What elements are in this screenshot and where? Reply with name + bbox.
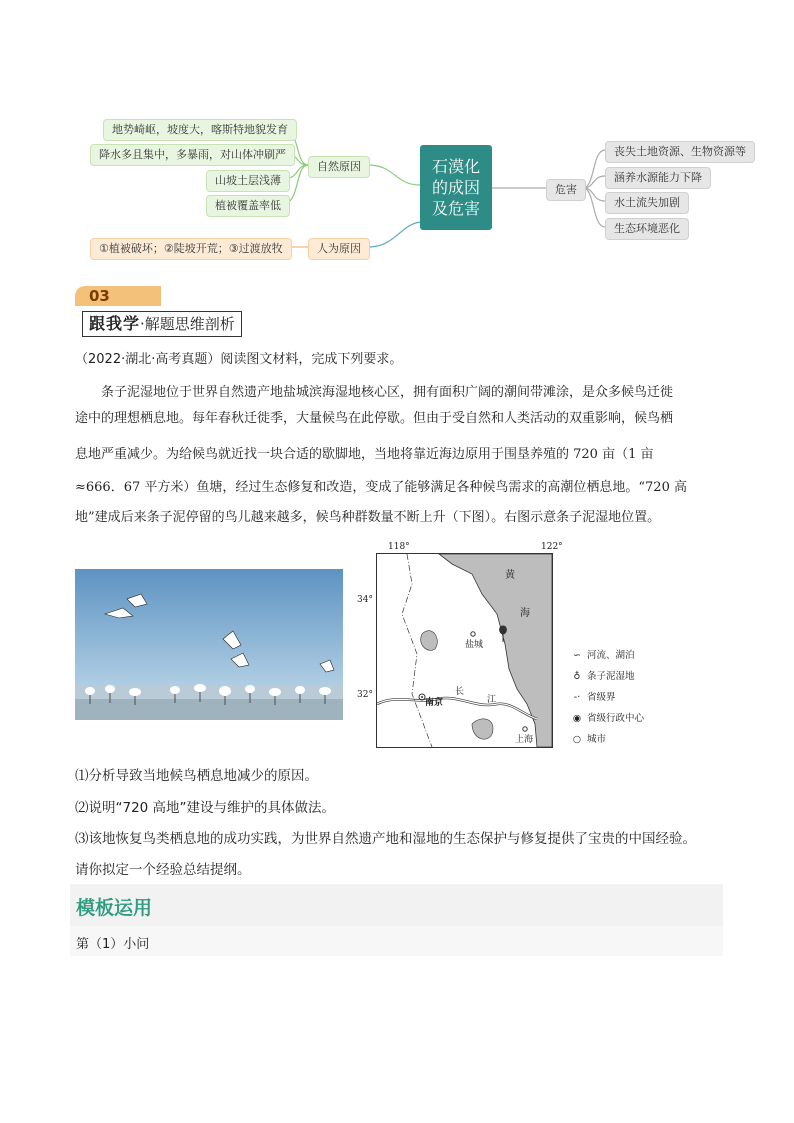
legend-wetland [570, 668, 635, 682]
natural-item-3: 山坡土层浅薄 [206, 170, 290, 192]
sub-question-2: ⑵说明“720 高地”建设与维护的具体做法。 [75, 800, 336, 816]
question-line-2: 途中的理想栖息地。每年春秋迁徙季，大量候鸟在此停歇。但由于受自然和人类活动的双重影响，候鸟栖 [75, 411, 674, 426]
pin-icon: ♁ [573, 671, 581, 682]
legend-city-label: 城市 [587, 734, 607, 745]
harm-item-2: 涵养水源能力下降 [605, 167, 711, 189]
legend-capital-label: 省级行政中心 [587, 713, 645, 724]
map-label-sea-1: 黄 [505, 570, 515, 581]
human-cause-node: 人为原因 [308, 238, 370, 260]
human-item-1: ①植被破坏；②陡坡开荒；③过渡放牧 [90, 238, 292, 260]
section-title-rest: ·解题思维剖析 [140, 315, 235, 333]
template-header-bar [70, 884, 723, 926]
map-label-yancheng: 盐城 [465, 640, 484, 650]
natural-item-1: 地势崎岖，坡度大，喀斯特地貌发育 [103, 119, 297, 141]
river-icon: ∽ [573, 650, 581, 661]
section-title [82, 311, 242, 337]
border-icon: -· [573, 692, 581, 703]
natural-item-2: 降水多且集中，多暴雨，对山体冲刷严 [90, 144, 295, 166]
mindmap-center-node: 石漠化 的成因 及危害 [420, 145, 492, 230]
question-line-5: 地”建成后来条子泥停留的鸟儿越来越多，候鸟种群数量不断上升（下图）。右图示意条子泥湿地位置。 [75, 510, 661, 525]
question-line-1: 条子泥湿地位于世界自然遗产地盐城滨海湿地核心区，拥有面积广阔的潮间带滩涂，是众多候鸟迁徙 [101, 385, 674, 400]
city-icon: ○ [572, 734, 582, 745]
map-label-nanjing: 南京 [425, 698, 444, 708]
legend-city [570, 731, 606, 745]
map-graphic [377, 554, 552, 747]
template-sub-bar [70, 926, 723, 956]
harm-node: 危害 [546, 179, 586, 201]
template-sub-title: 第（1）小问 [76, 937, 150, 952]
question-line-3: 息地严重减少。为给候鸟就近找一块合适的歇脚地，当地将靠近海边原用于围垦养殖的 720 亩（1 亩 [75, 447, 654, 462]
question-source: （2022·湖北·高考真题）阅读图文材料，完成下列要求。 [75, 352, 403, 367]
natural-cause-node: 自然原因 [308, 156, 370, 178]
legend-wetland-label: 条子泥湿地 [587, 671, 635, 682]
legend-river [570, 647, 635, 661]
legend-river-label: 河流、湖泊 [587, 650, 635, 661]
map-lat-bottom: 32° [357, 690, 373, 700]
natural-item-4: 植被覆盖率低 [206, 195, 290, 217]
harm-item-1: 丧失土地资源、生物资源等 [605, 141, 755, 163]
sub-question-1: ⑴分析导致当地候鸟栖息地减少的原因。 [75, 768, 318, 784]
map-label-jiang: 江 [487, 695, 497, 705]
map-lon-right: 122° [541, 542, 563, 552]
location-map [376, 553, 553, 748]
question-line-4: ≈666．67 平方米）鱼塘，经过生态修复和改造，变成了能够满足各种候鸟需求的高潮位栖息地。“720 高 [75, 480, 687, 495]
sub-question-3: ⑶该地恢复鸟类栖息地的成功实践，为世界自然遗产地和湿地的生态保护与修复提供了宝贵的中国经验。 [75, 831, 696, 847]
harm-item-3: 水土流失加剧 [605, 192, 689, 214]
section-number: 03 [75, 286, 161, 306]
map-lat-top: 34° [357, 595, 373, 605]
legend-capital [570, 710, 644, 724]
section-title-bold: 跟我学 [89, 314, 141, 333]
map-label-chang: 长 [455, 687, 465, 697]
cranes-photo [75, 569, 343, 720]
harm-item-4: 生态环境恶化 [605, 218, 689, 240]
template-title: 模板运用 [76, 897, 153, 919]
map-label-sea-2: 海 [520, 608, 530, 619]
sub-question-3-cont: 请你拟定一个经验总结提纲。 [75, 862, 251, 878]
capital-icon: ◉ [572, 713, 582, 724]
legend-border [570, 689, 616, 703]
legend-border-label: 省级界 [587, 692, 616, 703]
map-label-shanghai: 上海 [515, 735, 534, 745]
map-lon-left: 118° [388, 542, 410, 552]
